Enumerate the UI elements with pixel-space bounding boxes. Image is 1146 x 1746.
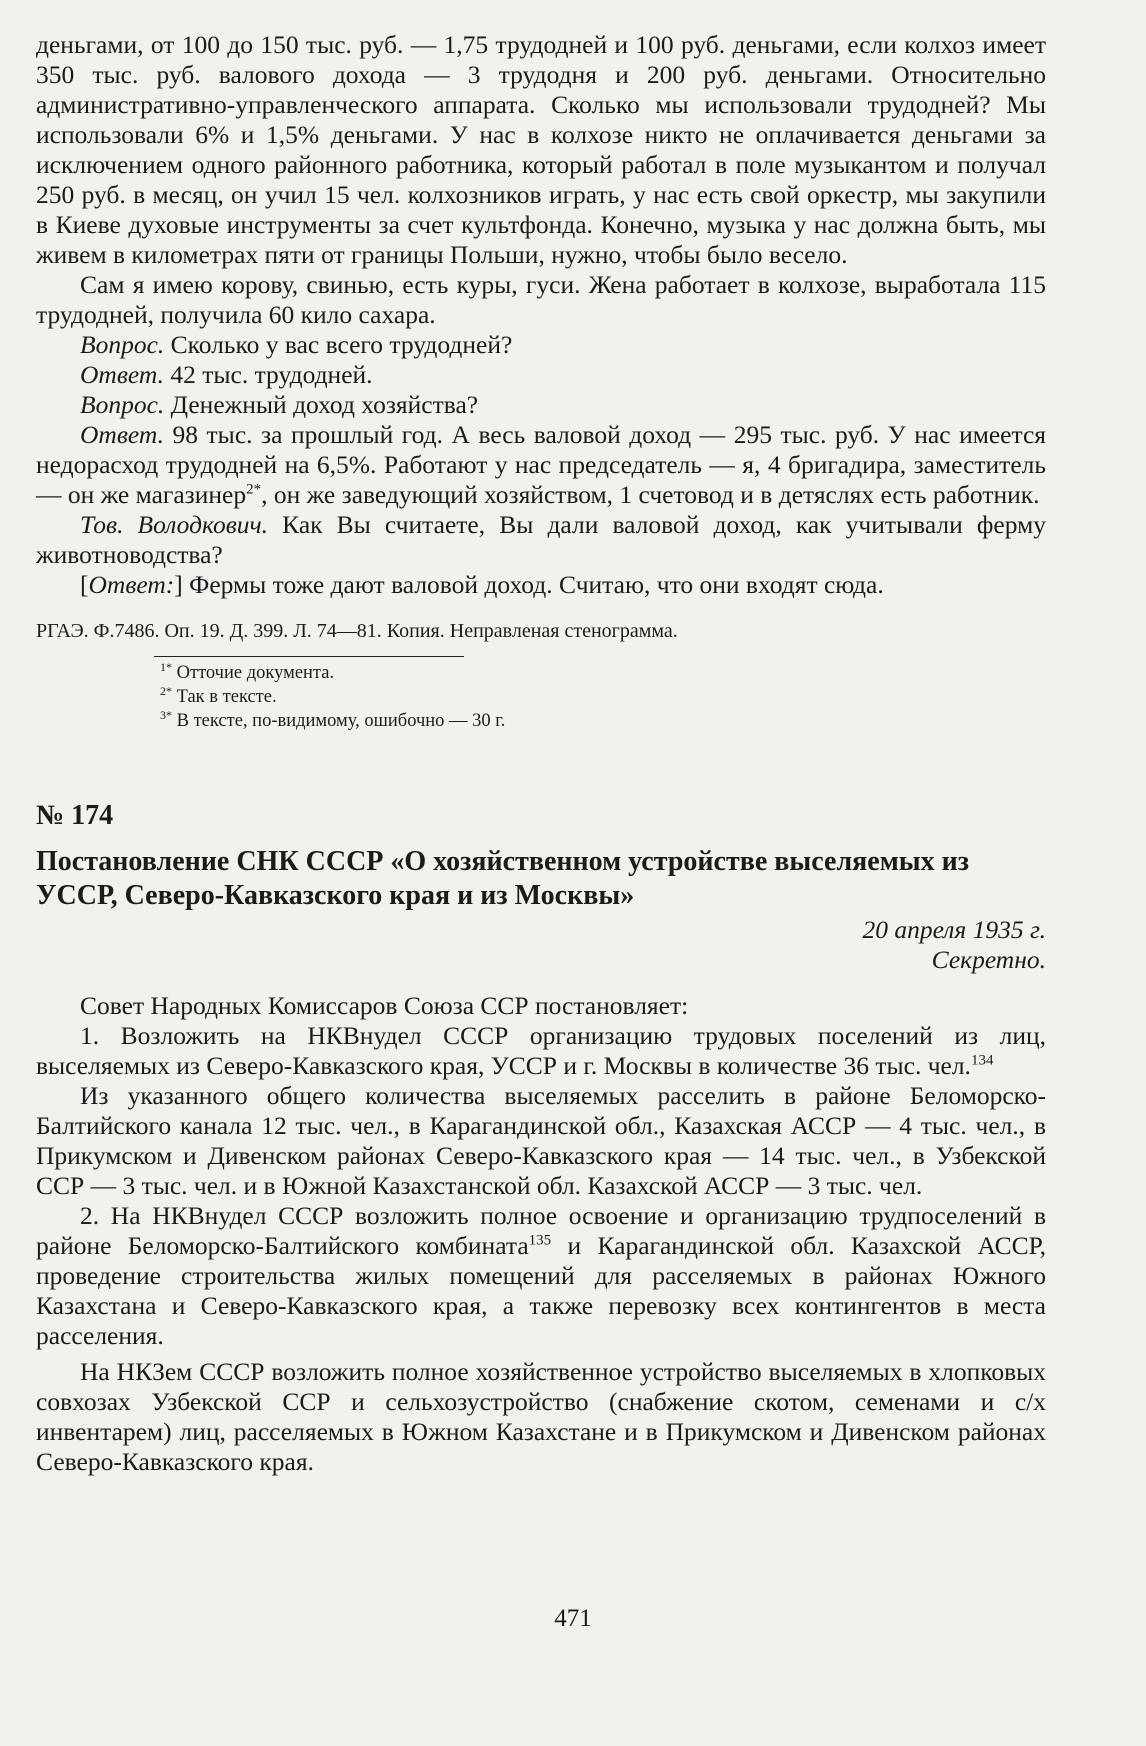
footnote-ref: 135 xyxy=(528,1232,552,1249)
speaker-label: Тов. Володкович. xyxy=(80,510,269,539)
footnote-ref: 134 xyxy=(970,1052,994,1069)
archive-source: РГАЭ. Ф.7486. Оп. 19. Д. 399. Л. 74—81. Копия. Неправленая стенограмма. xyxy=(36,620,678,642)
question-label: Вопрос. xyxy=(80,330,165,359)
answer-label: Ответ: xyxy=(88,570,175,599)
answer-label: Ответ. xyxy=(80,360,164,389)
answer: Ответ. 42 тыс. трудодней. xyxy=(80,360,373,389)
footnote-divider xyxy=(154,656,464,657)
answer: [Ответ:] Фермы тоже дают валовой доход. Считаю, что они входят сюда. xyxy=(80,570,884,599)
decree-paragraph: 2. На НКВнудел СССР возложить полное освоение и организацию трудпоселений в районе Беломорско-Балтийского комбината$^{135}$ и Карагандинской обл. Казахской АССР, проведение строительства жилых помещений для расселяемых в районах Южного Казахстана и Северо-Кавказского края, а также перевозку всех контингентов в места расселения. xyxy=(36,1201,1046,1350)
footnote: $^{2*}$ Так в тексте. xyxy=(160,683,277,707)
paragraph: Сам я имею корову, свинью, есть куры, гуси. Жена работает в колхозе, выработала 115 трудодней, получила 60 кило сахара. xyxy=(36,270,1046,329)
paragraph: деньгами, от 100 до 150 тыс. руб. — 1,75 трудодней и 100 руб. деньгами, если колхоз имеет 350 тыс. руб. валового дохода — 3 трудодня и 200 руб. деньгами. Относительно административно-управленческого аппарата. Сколько мы использовали трудодней? Мы использовали 6% и 1,5% деньгами. У нас в колхозе никто не оплачивается деньгами за исключением одного районного работника, который работал в поле музыкантом и получал 250 руб. в месяц, он учил 15 чел. колхозников играть, у нас есть свой оркестр, мы закупили в Киеве духовые инструменты за счет культфонда. Конечно, музыка у нас должна быть, мы живем в километрах пяти от границы Польши, нужно, чтобы было весело. xyxy=(36,30,1046,269)
secrecy-mark: Секретно. xyxy=(931,945,1046,974)
decree-intro: Совет Народных Комиссаров Союза ССР постановляет: xyxy=(80,991,689,1020)
page-number: 471 xyxy=(554,1605,592,1632)
speaker-question: Тов. Володкович. Как Вы считаете, Вы дали валовой доход, как учитывали ферму животноводства? xyxy=(36,510,1046,569)
footnote: $^{3*}$ В тексте, по-видимому, ошибочно — 30 г. xyxy=(160,707,506,731)
question: Вопрос. Сколько у вас всего трудодней? xyxy=(80,330,513,359)
page-body xyxy=(36,30,1046,1477)
document-number: № 174 xyxy=(36,800,114,831)
question-label: Вопрос. xyxy=(80,390,165,419)
document-date: 20 апреля 1935 г. xyxy=(862,915,1046,944)
decree-paragraph: 1. Возложить на НКВнудел СССР организацию трудовых поселений из лиц, выселяемых из Северо-Кавказского края, УССР и г. Москвы в количестве 36 тыс. чел.$^{134}$ xyxy=(36,1021,1046,1080)
footnote-ref: 2* xyxy=(246,481,262,498)
answer: Ответ. 98 тыс. за прошлый год. А весь валовой доход — 295 тыс. руб. У нас имеется недорасход трудодней на 6,5%. Работают у нас председатель — я, 4 бригадира, заместитель — он же магазинер$^{2*}$, он же заведующий хозяйством, 1 счетовод и в детяслях есть работник. xyxy=(36,420,1046,509)
decree-paragraph: Из указанного общего количества выселяемых расселить в районе Беломорско-Балтийского канала 12 тыс. чел., в Карагандинской обл., Казахская АССР — 4 тыс. чел., в Прикумском и Дивенском районах Северо-Кавказского края — 14 тыс. чел., в Узбекской ССР — 3 тыс. чел. и в Южной Казахстанской обл. Казахской АССР — 3 тыс. чел. xyxy=(36,1081,1046,1200)
decree-paragraph: На НКЗем СССР возложить полное хозяйственное устройство выселяемых в хлопковых совхозах Узбекской ССР и сельхозустройство (снабжение скотом, семенами и с/х инвентарем) лиц, расселяемых в Южном Казахстане и в Прикумском и Дивенском районах Северо-Кавказского края. xyxy=(36,1357,1046,1476)
answer-label: Ответ. xyxy=(80,420,164,449)
footnotes xyxy=(160,661,1046,733)
question: Вопрос. Денежный доход хозяйства? xyxy=(80,390,479,419)
footnote: $^{1*}$ Отточие документа. xyxy=(160,659,335,683)
document-title: Постановление СНК СССР «О хозяйственном устройстве выселяемых из УССР, Северо-Кавказского края и из Москвы» xyxy=(36,846,970,911)
